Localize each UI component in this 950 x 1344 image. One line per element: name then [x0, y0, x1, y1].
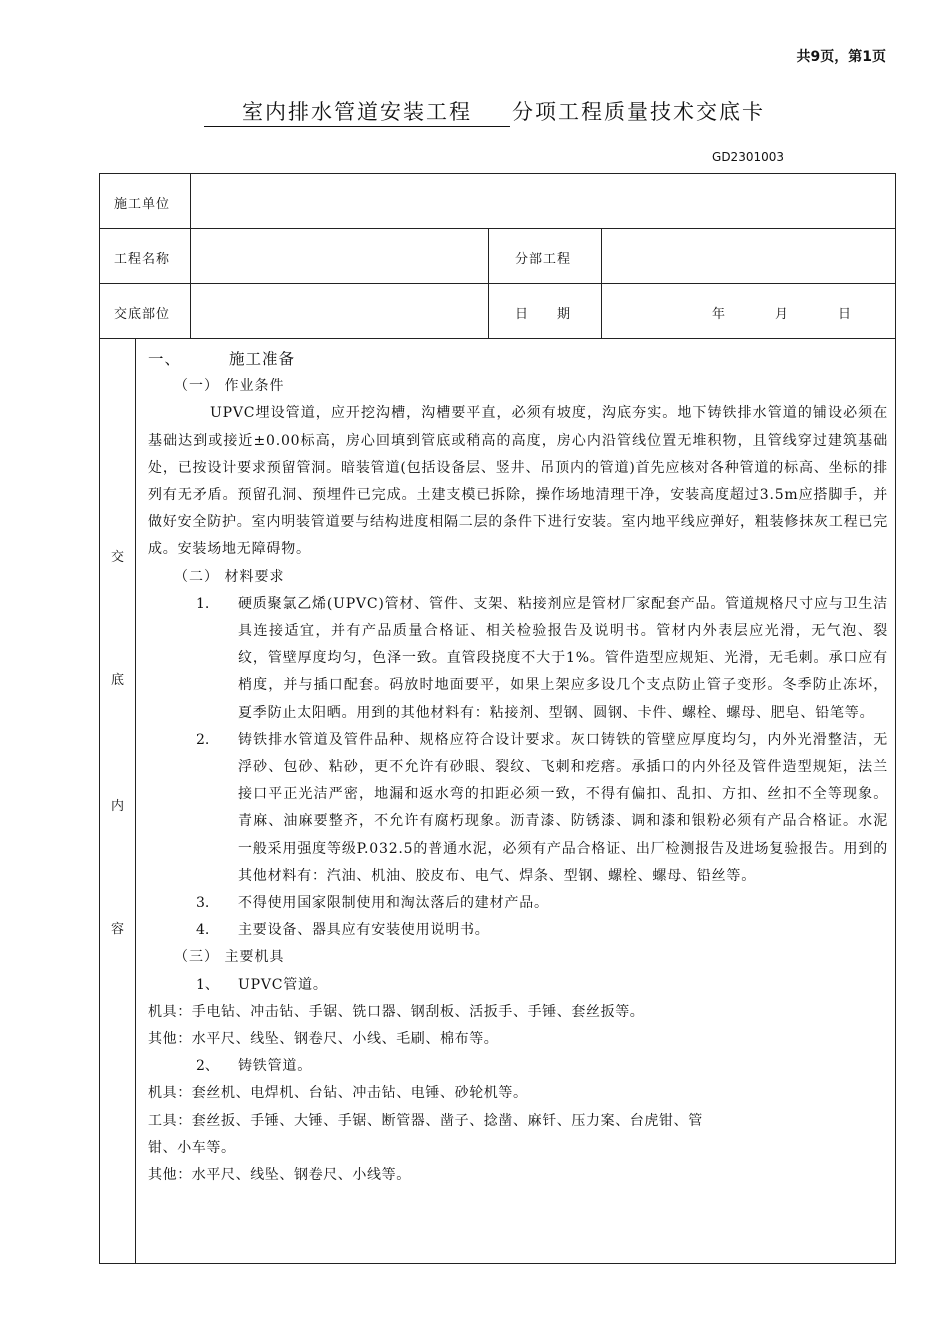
item-text: 不得使用国家限制使用和淘汰落后的建材产品。 — [238, 895, 549, 912]
side-label-char: 交 — [111, 550, 125, 565]
title-project: 室内排水管道安装工程 — [204, 96, 510, 127]
item-number: 2. — [196, 731, 210, 748]
list-item — [196, 890, 888, 917]
side-label-char: 容 — [111, 922, 125, 937]
briefing-content — [148, 346, 888, 1189]
column-divider — [190, 173, 191, 338]
item-number: 3. — [196, 895, 210, 912]
row-divider — [99, 283, 896, 284]
item-number: 1. — [196, 595, 210, 612]
list-item — [196, 591, 888, 727]
unit-label: 施工单位 — [114, 197, 171, 212]
tool-line: 机具：手电钻、冲击钻、手锯、铣口器、钢刮板、活扳手、手锤、套丝扳等。 — [148, 1003, 645, 1020]
side-label-char: 内 — [111, 799, 125, 814]
item-number: 4. — [196, 922, 210, 939]
item-text: 铸铁排水管道及管件品种、规格应符合设计要求。灰口铸铁的管壁应厚度均匀，内外光滑整洁，无浮砂、包砂、粘砂，更不允许有砂眼、裂纹、飞刺和疙瘩。承插口的内外径及管件造型规矩，法兰接口平正光洁严密，地漏和返水弯的扣距必须一致，不得有偏扣、乱扣、方扣、丝扣不全等现象。青麻、油麻要整齐，不允许有腐朽现象。沥青漆、防锈漆、调和漆和银粉必须有产品合格证。水泥一般采用强度等级P.032.5的普通水泥，必须有产品合格证、出厂检测报告及进场复验报告。用到的其他材料有：汽油、机油、胶皮布、电气、焊条、型钢、螺栓、螺母、铅丝等。 — [238, 731, 888, 884]
row-divider — [99, 228, 896, 229]
item-text: 主要设备、器具应有安装使用说明书。 — [238, 922, 490, 939]
column-divider — [135, 338, 136, 1264]
location-label: 交底部位 — [114, 307, 171, 322]
date-year[interactable]: 年 — [712, 307, 727, 322]
item-text: 硬质聚氯乙烯(UPVC)管材、管件、支架、粘接剂应是管材厂家配套产品。管道规格尺寸应与卫生洁具连接适宜，并有产品质量合格证、相关检验报告及说明书。管材内外表层应光滑，无气泡、裂纹，管壁厚度均匀，色泽一致。直管段挠度不大于1%。管件造型应规矩、光滑，无毛刺。承口应有梢度，并与插口配套。码放时地面要平，如果上架应多设几个支点防止管子变形。冬季防止冻坏，夏季防止太阳晒。用到的其他材料有：粘接剂、型钢、圆钢、卡件、螺栓、螺母、肥皂、铅笔等。 — [238, 595, 888, 721]
subsection-heading: （二） 材料要求 — [174, 568, 285, 585]
title-suffix: 分项工程质量技术交底卡 — [512, 100, 765, 124]
list-item — [196, 972, 888, 999]
subsection-heading: （三） 主要机具 — [174, 949, 285, 966]
tool-line: 机具：套丝机、电焊机、台钻、冲击钻、电锤、砂轮机等。 — [148, 1085, 528, 1102]
side-label-char: 底 — [111, 673, 125, 688]
column-divider — [488, 228, 489, 338]
list-item — [196, 1053, 888, 1080]
tool-line-continued: 钳、小车等。 — [148, 1139, 236, 1156]
division-label: 分部工程 — [515, 252, 572, 267]
subsection-heading: （一） 作业条件 — [174, 378, 285, 395]
paragraph: UPVC埋设管道，应开挖沟槽，沟槽要平直，必须有坡度，沟底夯实。地下铸铁排水管道的铺设必须在基础达到或接近±0.00标高，房心回填到管底或稍高的高度，房心内沿管线位置无堆积物，且管线穿过建筑基础处，已按设计要求预留管洞。暗装管道(包括设备层、竖井、吊顶内的管道)首先应核对各种管道的标高、坐标的排列有无矛盾。预留孔洞、预埋件已完成。土建支模已拆除，操作场地清理干净，安装高度超过3.5m应搭脚手，并做好安全防护。室内明装管道要与结构进度相隔二层的条件下进行安装。室内地平线应弹好，粗装修抹灰工程已完成。安装场地无障碍物。 — [148, 405, 888, 558]
item-text: UPVC管道。 — [238, 976, 328, 993]
tool-line: 其他：水平尺、线坠、钢卷尺、小线等。 — [148, 1167, 411, 1184]
section-title: 施工准备 — [229, 350, 296, 368]
section-number: 一、 — [148, 350, 182, 368]
column-divider — [601, 228, 602, 338]
item-number: 1、 — [196, 976, 219, 993]
date-month[interactable]: 月 — [775, 307, 790, 322]
date-day[interactable]: 日 — [838, 307, 853, 322]
item-text: 铸铁管道。 — [238, 1058, 312, 1075]
row-divider — [99, 338, 896, 339]
tool-line: 其他：水平尺、线坠、钢卷尺、小线、毛刷、棉布等。 — [148, 1031, 499, 1048]
list-item — [196, 727, 888, 890]
tool-line: 工具：套丝扳、手锤、大锤、手锯、断管器、凿子、捻凿、麻钎、压力案、台虎钳、管 — [148, 1112, 703, 1129]
item-number: 2、 — [196, 1058, 219, 1075]
date-label: 日 期 — [515, 307, 572, 322]
document-title — [0, 96, 950, 130]
list-item — [196, 917, 888, 944]
document-code: GD2301003 — [712, 150, 784, 164]
section-heading — [148, 346, 888, 373]
project-label: 工程名称 — [114, 252, 171, 267]
page-number: 共9页，第1页 — [796, 49, 886, 65]
